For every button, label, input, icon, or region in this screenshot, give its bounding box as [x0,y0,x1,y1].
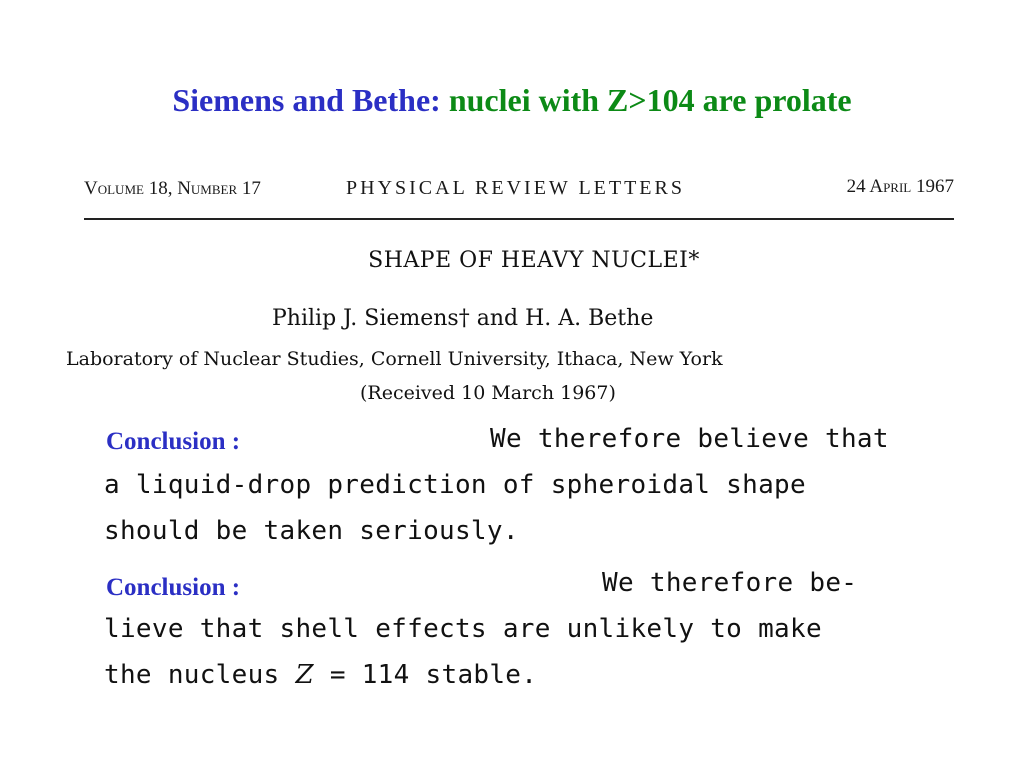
conclusion-2-line-1: We therefore be- [602,568,858,598]
conclusion-2-line-3-suffix: = 114 stable. [329,660,538,690]
conclusion-label-2: Conclusion : [106,574,241,601]
journal-name: PHYSICAL REVIEW LETTERS [346,177,685,199]
conclusion-1-line-2: a liquid-drop prediction of spheroidal shape [104,470,806,500]
paper-title: SHAPE OF HEAVY NUCLEI* [368,248,700,273]
paper-authors: Philip J. Siemens† and H. A. Bethe [272,306,654,331]
conclusion-label-1: Conclusion : [106,428,241,455]
conclusion-2-line-3-prefix: the nucleus [104,660,280,690]
conclusion-2-line-2: lieve that shell effects are unlikely to make [104,614,822,644]
journal-date: 24 April 1967 [846,176,954,197]
conclusion-1-line-1: We therefore believe that [490,424,889,454]
conclusion-2-line-3 [104,660,537,690]
journal-header [84,172,954,222]
conclusion-1-line-3: should be taken seriously. [104,516,519,546]
slide-title [0,78,1024,122]
paper-affiliation: Laboratory of Nuclear Studies, Cornell University, Ithaca, New York [66,348,723,370]
slide-title-claim: nuclei with Z>104 are prolate [448,82,852,118]
header-rule [84,218,954,220]
slide-title-authors: Siemens and Bethe: [172,82,441,118]
conclusion-2-z-variable: Z [295,660,314,690]
journal-volume: Volume 18, Number 17 [84,178,261,199]
paper-received-date: (Received 10 March 1967) [360,382,616,404]
